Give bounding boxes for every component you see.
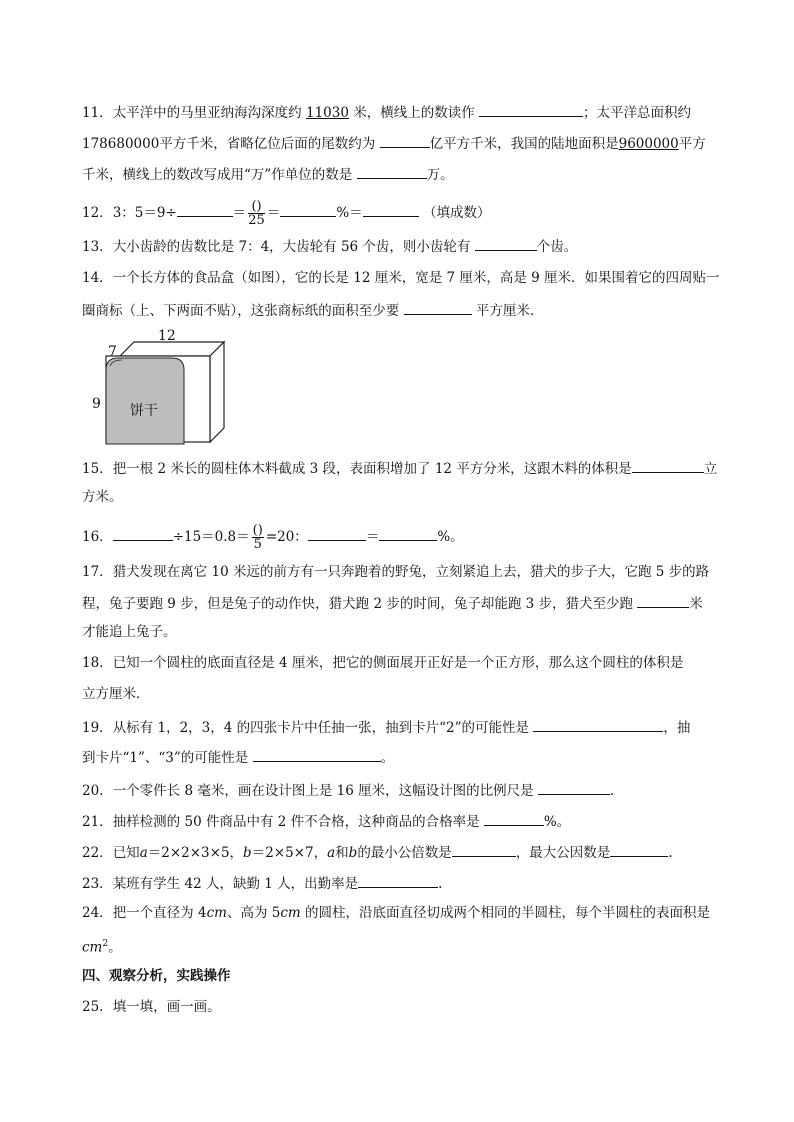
fraction: [248, 200, 265, 227]
question-number: 12．: [82, 205, 113, 221]
question-12: [82, 200, 722, 227]
text: ＝2×2×3×5，: [147, 845, 244, 861]
question-number: 23．: [82, 876, 113, 892]
answer-blank[interactable]: [533, 716, 663, 732]
height-label: 9: [92, 396, 101, 412]
question-18: [82, 653, 722, 673]
text: 立: [703, 461, 718, 477]
question-number: 19．: [82, 720, 113, 736]
question-18-line-2: [82, 684, 722, 704]
question-23: [82, 872, 722, 894]
text: 千米，横线上的数改写成用“万”作单位的数是: [82, 167, 353, 183]
text: 的圆柱，沿底面直径切成两个相同的半圆柱，每个半圆柱的表面积是: [305, 905, 711, 921]
text: 太平洋中的马里亚纳海沟深度约: [112, 105, 302, 121]
question-22: [82, 841, 722, 863]
question-15: [82, 457, 722, 479]
text: 万。: [426, 167, 454, 183]
question-15-line-2: [82, 487, 722, 507]
text: 、高为: [226, 905, 268, 921]
box-top-face: [120, 342, 224, 356]
text: 和: [335, 845, 349, 861]
var-b: b: [243, 845, 252, 861]
text: %＝: [336, 205, 363, 221]
question-11-line-2: [82, 132, 722, 154]
text: 程，兔子要跑 9 步，但是兔子的动作快，猎犬跑 2 步的时间，兔子却能跑 3 步，猎犬至少跑: [82, 596, 634, 612]
text: 把一根 2 米长的圆柱体木料截成 3 段，表面积增加了 12 平方分米，这跟木料的体积是: [112, 461, 632, 477]
fraction: [252, 524, 264, 551]
question-24-line-2: [82, 934, 722, 958]
box-side-face: [210, 342, 224, 442]
text: 平方千米，省略亿位后面的尾数约为: [159, 136, 376, 152]
section-heading: 四、观察分析，实践操作: [82, 968, 231, 984]
answer-blank[interactable]: [253, 746, 381, 762]
answer-blank[interactable]: [357, 163, 427, 179]
answer-blank[interactable]: [484, 810, 544, 826]
question-13: [82, 235, 722, 257]
length-label: 12: [158, 328, 176, 344]
question-number: 14．: [82, 270, 113, 286]
biscuit-label: 饼干: [130, 403, 158, 419]
question-number: 13．: [82, 239, 113, 255]
question-20: [82, 779, 722, 801]
text: 平方: [678, 136, 706, 152]
answer-blank[interactable]: [363, 201, 419, 217]
text: ＝: [232, 205, 247, 221]
question-19: [82, 716, 722, 738]
var-a: a: [327, 845, 336, 861]
question-number: 20．: [82, 783, 113, 799]
answer-blank[interactable]: [404, 299, 472, 315]
text: 到卡片“1”、“3”的可能性是: [82, 750, 249, 766]
text: 一个长方体的食品盒（如图），它的长是 12 厘米，宽是 7 厘米，高是 9 厘米．如果围着它的四周贴一: [112, 270, 720, 286]
answer-blank[interactable]: [280, 201, 336, 217]
text: .: [609, 783, 615, 799]
text: 米: [689, 596, 703, 612]
answer-blank[interactable]: [538, 779, 610, 795]
text: 。: [380, 750, 395, 766]
text: 某班有学生 42 人，缺勤 1 人，出勤率是: [112, 876, 359, 892]
question-number: 24．: [82, 905, 113, 921]
question-number: 16．: [82, 529, 113, 545]
fraction-denominator: 25: [248, 213, 265, 228]
question-11: [82, 101, 722, 123]
question-25: [82, 997, 722, 1017]
text: 已知: [112, 845, 140, 861]
question-19-line-2: [82, 746, 722, 768]
text: 填一填，画一画。: [112, 999, 221, 1015]
question-16: [82, 524, 722, 551]
answer-blank[interactable]: [308, 525, 366, 541]
text: .: [438, 876, 443, 892]
text: 大小齿龄的齿数比是 7：4，大齿轮有 56 个齿，则小齿轮有: [112, 239, 471, 255]
question-number: 15．: [82, 461, 113, 477]
text: ＝: [266, 205, 281, 221]
question-number: 18．: [82, 655, 113, 671]
text: ；太平洋总面积约: [583, 105, 692, 121]
text: （填成数）: [422, 205, 491, 221]
text: 抽样检测的 50 件商品中有 2 件不合格，这种商品的合格率是: [112, 814, 480, 830]
text: 猎犬发现在离它 10 米远的前方有一只奔跑着的野兔，立刻紧追上去，猎犬的步子大，它跑 5 步的路: [112, 564, 710, 580]
area-value: 178680000: [82, 136, 160, 152]
text: =20：: [265, 529, 308, 545]
text: ＝2×5×7，: [251, 845, 328, 861]
depth-value: 11030: [305, 105, 349, 121]
text: 才能追上兔子。: [82, 624, 177, 640]
answer-blank[interactable]: [358, 872, 438, 888]
unit-cm: cm: [280, 905, 301, 921]
text: .: [668, 845, 673, 861]
answer-blank[interactable]: [380, 132, 430, 148]
fraction-numerator-blank[interactable]: (): [252, 523, 263, 538]
text: 个齿。: [536, 239, 578, 255]
height-value: 5: [271, 905, 281, 921]
text: ÷15＝0.8＝: [172, 529, 250, 545]
text: ＝: [365, 529, 380, 545]
text: 一个零件长 8 毫米，画在设计图上是 16 厘米，这幅设计图的比例尺是: [112, 783, 534, 799]
land-area-value: 9600000: [618, 136, 679, 152]
question-14: [82, 268, 722, 288]
text: 圈商标（上、下两面不贴），这张商标纸的面积至少要: [82, 303, 400, 319]
text: 从标有 1，2，3，4 的四张卡片中任抽一张，抽到卡片“2”的可能性是: [112, 720, 530, 736]
question-number: 21．: [82, 814, 113, 830]
text: 平方厘米．: [475, 303, 544, 319]
var-a: a: [139, 845, 148, 861]
answer-blank[interactable]: [632, 457, 704, 473]
question-24: [82, 903, 722, 923]
text: 立方厘米．: [82, 686, 150, 702]
superscript: 2: [102, 939, 109, 949]
question-number: 11．: [82, 105, 113, 121]
text: 的最小公倍数是: [357, 845, 452, 861]
question-17-line-3: [82, 622, 722, 642]
answer-blank[interactable]: [113, 525, 173, 541]
fraction-numerator-blank[interactable]: (): [248, 200, 265, 214]
answer-blank[interactable]: [379, 525, 437, 541]
text: ，最大公因数是: [515, 845, 611, 861]
text: %。: [437, 529, 464, 545]
text: 3：5＝9÷: [112, 205, 177, 221]
text: ，抽: [663, 720, 691, 736]
text: %。: [543, 814, 571, 830]
question-number: 25．: [82, 999, 113, 1015]
answer-blank[interactable]: [452, 841, 516, 857]
unit-cm: cm: [82, 939, 103, 956]
question-21: [82, 810, 722, 832]
width-label: 7: [108, 344, 117, 360]
question-11-line-3: [82, 163, 722, 185]
text: 方米。: [82, 489, 123, 505]
question-14-line-2: [82, 299, 722, 321]
diameter-value: 4: [197, 905, 207, 921]
text: 米，横线上的数读作: [353, 105, 475, 121]
question-number: 17．: [82, 564, 113, 580]
text: 。: [108, 939, 122, 956]
answer-blank[interactable]: [610, 841, 668, 857]
answer-blank[interactable]: [637, 592, 689, 608]
question-17-line-2: [82, 592, 722, 614]
answer-blank[interactable]: [475, 235, 537, 251]
question-number: 22．: [82, 845, 113, 861]
text: 亿平方千米，我国的陆地面积是: [429, 136, 619, 152]
fraction-denominator: 5: [253, 537, 262, 552]
text: 把一个直径为: [112, 905, 194, 921]
answer-blank[interactable]: [177, 201, 233, 217]
text: 已知一个圆柱的底面直径是 4 厘米，把它的侧面展开正好是一个正方形，那么这个圆柱的体积是: [112, 655, 684, 671]
question-17: [82, 562, 722, 582]
answer-blank[interactable]: [479, 101, 583, 117]
var-b: b: [348, 845, 358, 861]
unit-cm: cm: [206, 905, 227, 921]
box-figure: [92, 330, 242, 450]
